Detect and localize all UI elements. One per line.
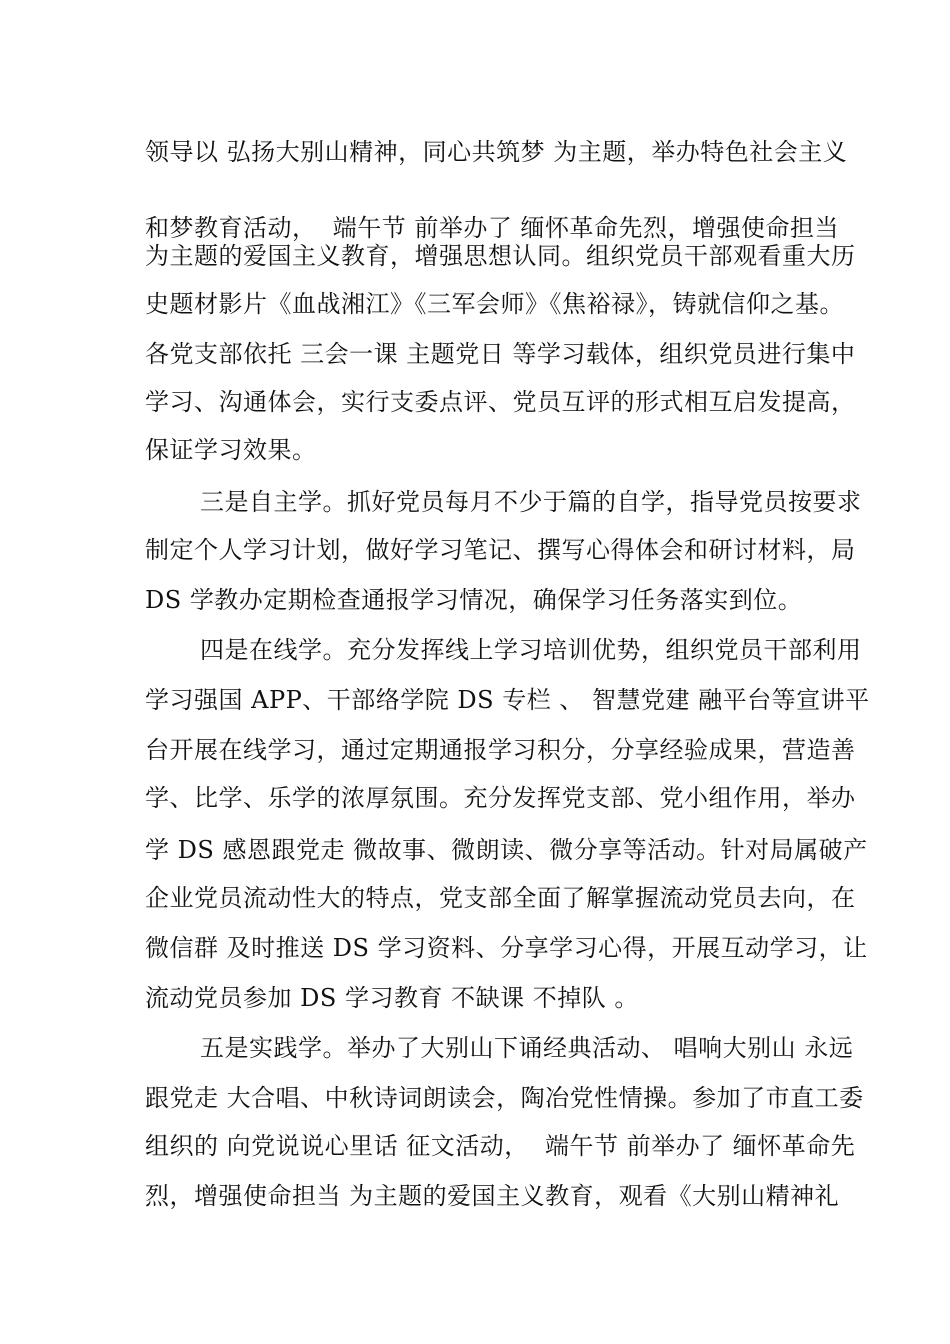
text-line: 组织的 向党说说心里话 征文活动， 端午节 前举办了 缅怀革命先 bbox=[145, 1132, 856, 1160]
text-line: 制定个人学习计划，做好学习笔记、撰写心得体会和研讨材料，局 bbox=[145, 536, 856, 564]
text-line: 和梦教育活动， 端午节 前举办了 缅怀革命先烈，增强使命担当 bbox=[145, 214, 840, 242]
text-line: 为主题的爱国主义教育，增强思想认同。组织党员干部观看重大历 bbox=[145, 242, 856, 270]
paragraph-start-line: 五是实践学。举办了大别山下诵经典活动、 唱响大别山 永远 bbox=[200, 1034, 854, 1062]
text-line: 跟党走 大合唱、中秋诗词朗读会，陶冶党性情操。参加了市直工委 bbox=[145, 1084, 864, 1112]
text-line: 学习强国 APP、干部络学院 DS 专栏 、 智慧党建 融平台等宣讲平 bbox=[145, 686, 870, 714]
text-line: 烈，增强使命担当 为主题的爱国主义教育，观看《大别山精神礼 bbox=[145, 1182, 840, 1210]
text-line: DS 学教办定期检查通报学习情况，确保学习任务落实到位。 bbox=[145, 586, 803, 614]
text-line: 史题材影片《血战湘江》《三军会师》《焦裕禄》，铸就信仰之基。 bbox=[145, 290, 844, 318]
paragraph-start-line: 三是自主学。抓好党员每月不少于篇的自学，指导党员按要求 bbox=[200, 488, 862, 516]
text-line: 领导以 弘扬大别山精神，同心共筑梦 为主题，举办特色社会主义 bbox=[145, 138, 848, 166]
text-line: 企业党员流动性大的特点，党支部全面了解掌握流动党员去向，在 bbox=[145, 884, 856, 912]
text-line: 保证学习效果。 bbox=[145, 436, 317, 464]
text-line: 流动党员参加 DS 学习教育 不缺课 不掉队 。 bbox=[145, 984, 639, 1012]
paragraph-start-line: 四是在线学。充分发挥线上学习培训优势，组织党员干部利用 bbox=[200, 636, 862, 664]
text-line: 学 DS 感恩跟党走 微故事、微朗读、微分享等活动。针对局属破产 bbox=[145, 836, 868, 864]
text-line: 微信群 及时推送 DS 学习资料、分享学习心得，开展互动学习，让 bbox=[145, 934, 868, 962]
text-line: 各党支部依托 三会一课 主题党日 等学习载体，组织党员进行集中 bbox=[145, 340, 856, 368]
text-line: 学、比学、乐学的浓厚氛围。充分发挥党支部、党小组作用，举办 bbox=[145, 784, 856, 812]
text-line: 学习、沟通体会，实行支委点评、党员互评的形式相互启发提高， bbox=[145, 388, 856, 416]
text-line: 台开展在线学习，通过定期通报学习积分，分享经验成果，营造善 bbox=[145, 736, 856, 764]
